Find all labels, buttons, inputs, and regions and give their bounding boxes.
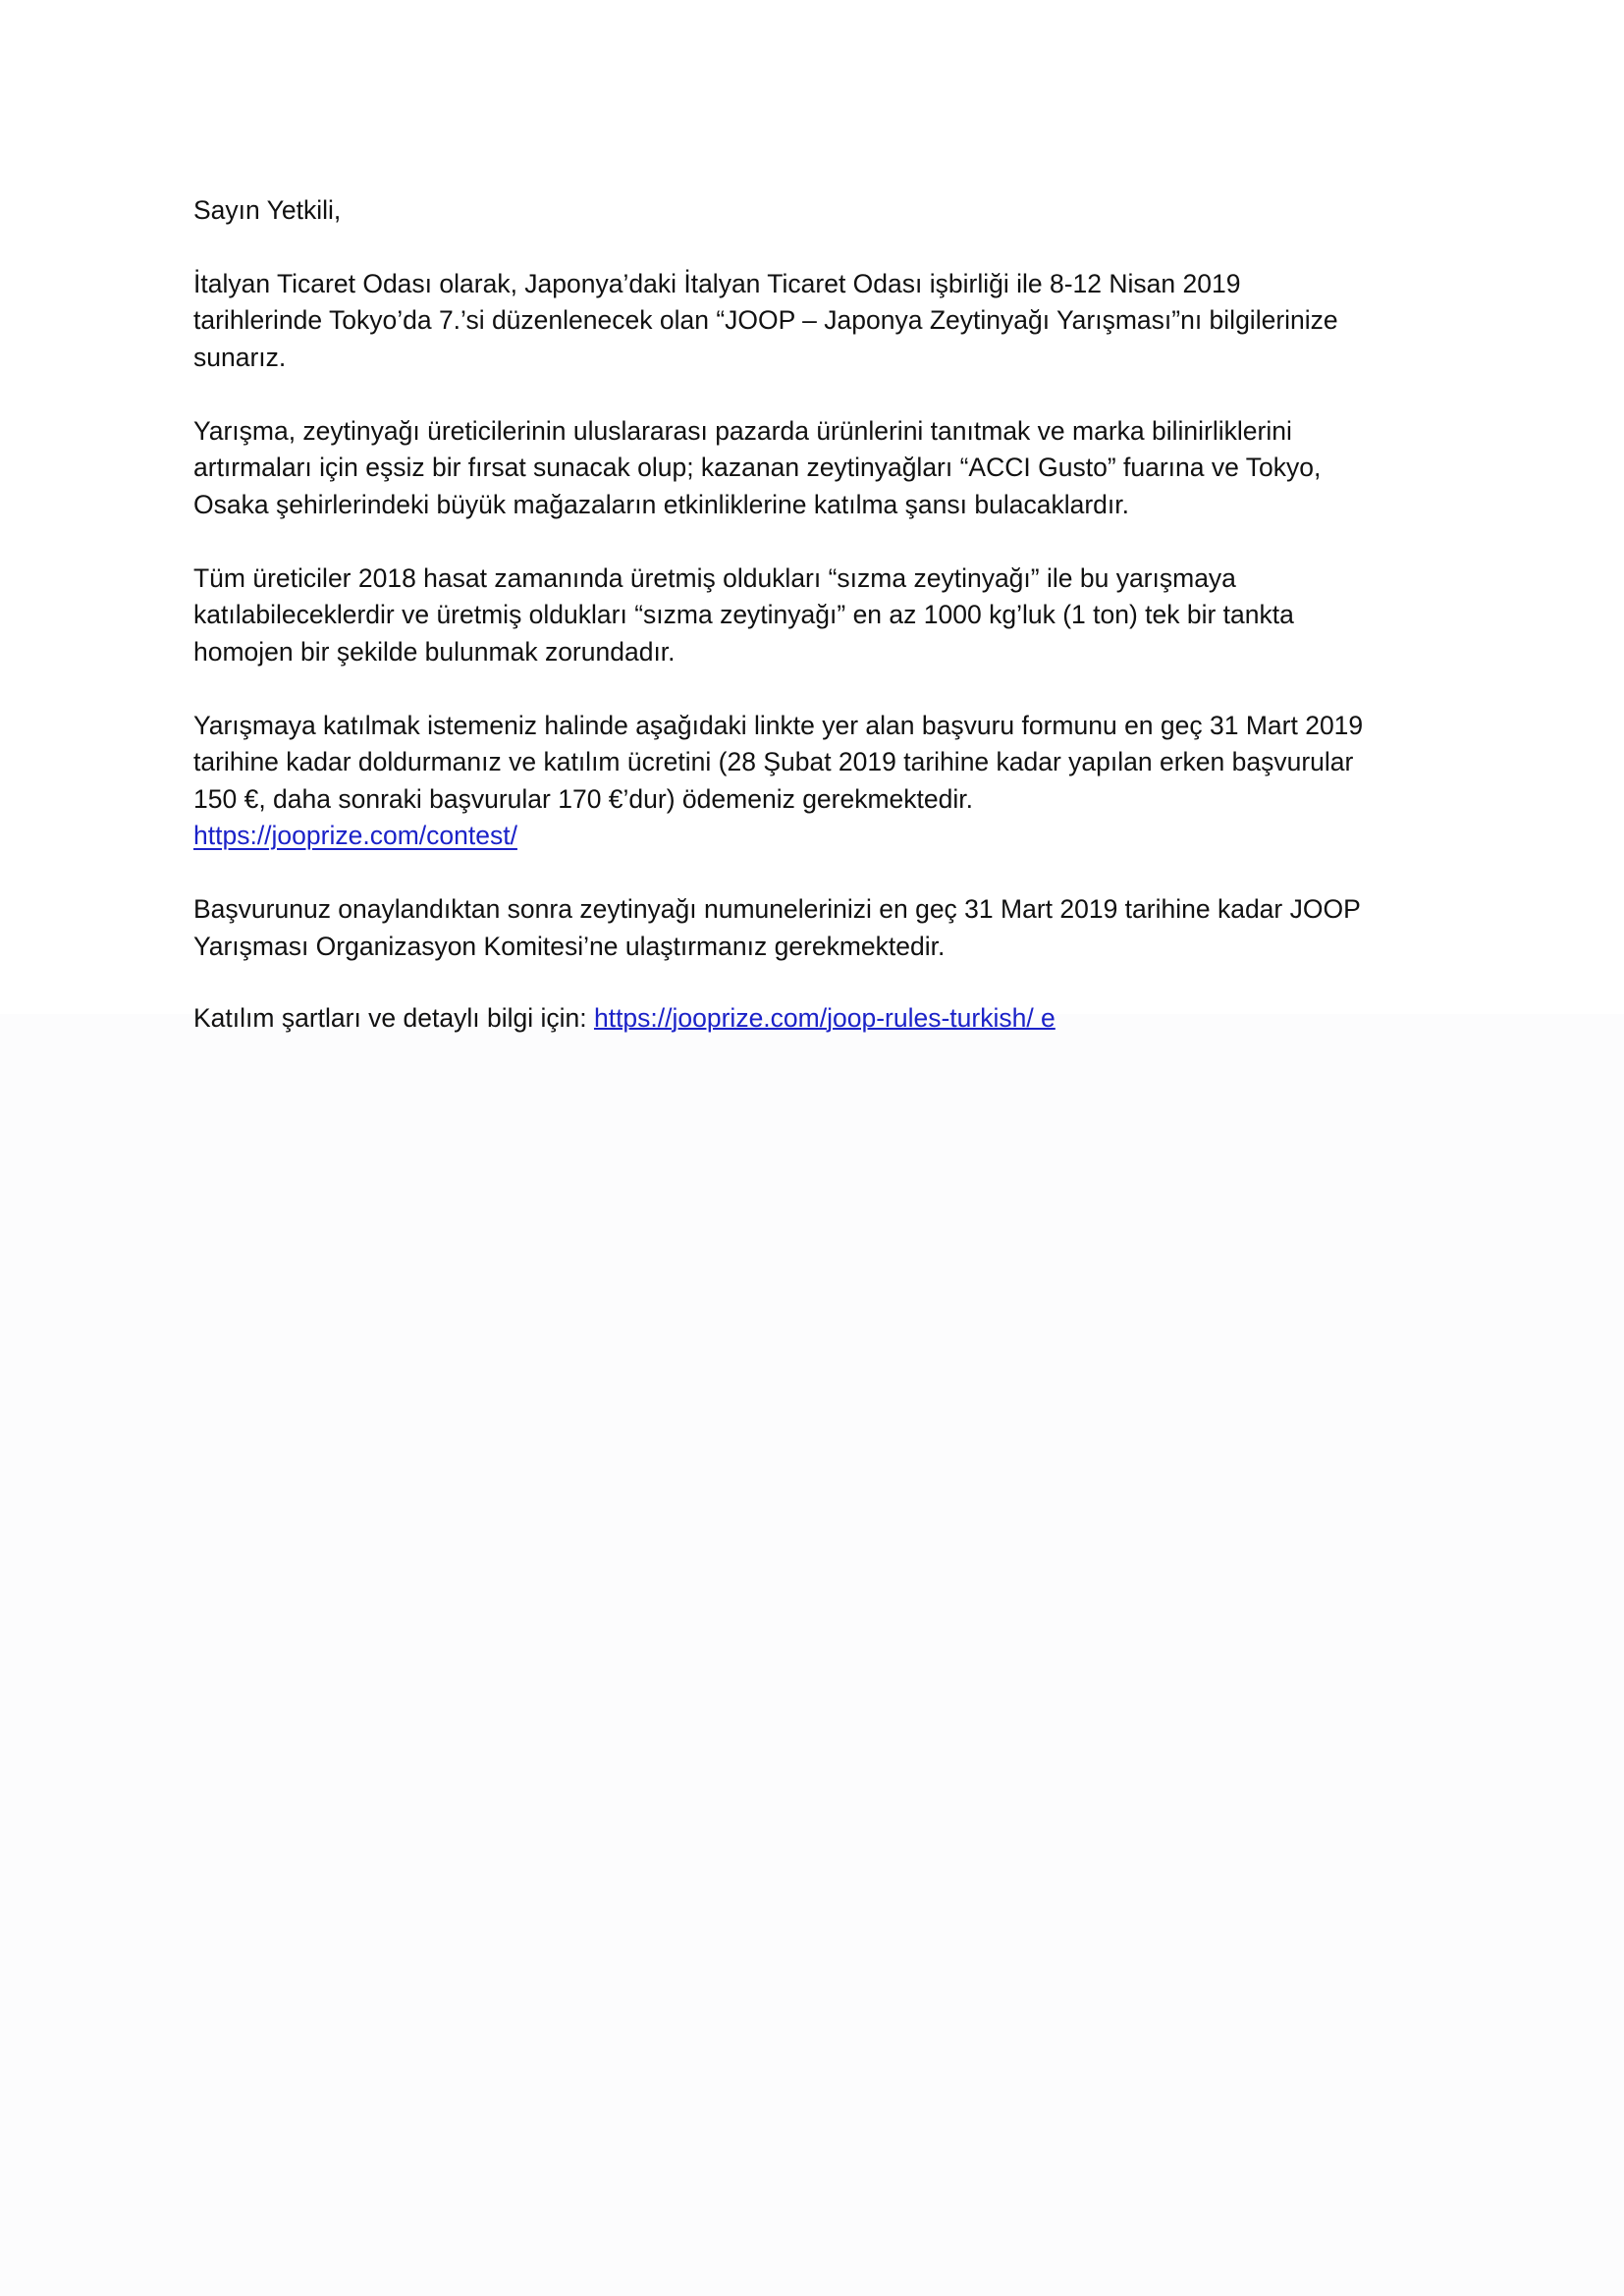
paragraph-line: tarihine kadar doldurmanız ve katılım ücretini (28 Şubat 2019 tarihine kadar yapılan erken başvurular bbox=[193, 747, 1354, 776]
paragraph-application bbox=[193, 708, 1460, 855]
contest-link-line bbox=[193, 818, 1460, 855]
letter-body bbox=[193, 192, 1460, 1002]
partially-visible-rules-line bbox=[193, 994, 1056, 1033]
paragraph-line: sunarız. bbox=[193, 342, 287, 372]
paragraph-line: Başvurunuz onaylandıktan sonra zeytinyağı numunelerinizi en geç 31 Mart 2019 tarihine kadar JOOP bbox=[193, 894, 1361, 924]
paragraph-line: tarihlerinde Tokyo’da 7.’si düzenlenecek olan “JOOP – Japonya Zeytinyağı Yarışması”nı bilgilerinize bbox=[193, 305, 1338, 335]
paragraph-line: Tüm üreticiler 2018 hasat zamanında üretmiş oldukları “sızma zeytinyağı” ile bu yarışmaya bbox=[193, 562, 1236, 593]
paragraph-line: homojen bir şekilde bulunmak zorundadır. bbox=[193, 636, 676, 667]
paragraph-line: Yarışma, zeytinyağı üreticilerinin uluslararası pazarda ürünlerini tanıtmak ve marka bilinirliklerini bbox=[193, 415, 1292, 446]
paragraph-line: Osaka şehirlerindeki büyük mağazaların etkinliklerine katılma şansı bulacaklardır. bbox=[193, 489, 1129, 519]
rules-link[interactable]: https://jooprize.com/joop-rules-turkish/ e bbox=[593, 1003, 1056, 1033]
rules-intro-text: Katılım şartları ve detaylı bilgi için: bbox=[193, 1003, 594, 1033]
contest-link[interactable]: https://jooprize.com/contest/ bbox=[193, 821, 517, 850]
paragraph-line: katılabileceklerdir ve üretmiş oldukları “sızma zeytinyağı” en az 1000 kg’luk (1 ton) tek bir tankta bbox=[193, 600, 1294, 629]
cut-line-content bbox=[193, 1000, 1056, 1038]
paragraph-line: Yarışması Organizasyon Komitesi’ne ulaştırmanız gerekmektedir. bbox=[193, 931, 946, 961]
paragraph-line: İtalyan Ticaret Odası olarak, Japonya’daki İtalyan Ticaret Odası işbirliği ile 8-12 Nisan 2019 bbox=[193, 268, 1241, 298]
paragraph-announcement bbox=[193, 266, 1460, 377]
greeting-text: Sayın Yetkili, bbox=[193, 195, 342, 225]
paragraph-line: artırmaları için eşsiz bir fırsat sunacak olup; kazanan zeytinyağları “ACCI Gusto” fuarına ve Tokyo, bbox=[193, 453, 1322, 482]
paragraph-samples bbox=[193, 891, 1460, 965]
paragraph-line: 150 €, daha sonraki başvurular 170 €’dur) ödemeniz gerekmektedir. bbox=[193, 783, 973, 814]
greeting bbox=[193, 192, 1460, 230]
paragraph-eligibility bbox=[193, 561, 1460, 671]
paragraph-line: Yarışmaya katılmak istemeniz halinde aşağıdaki linkte yer alan başvuru formunu en geç 31 Mart 2019 bbox=[193, 710, 1364, 740]
paragraph-opportunity bbox=[193, 413, 1460, 524]
